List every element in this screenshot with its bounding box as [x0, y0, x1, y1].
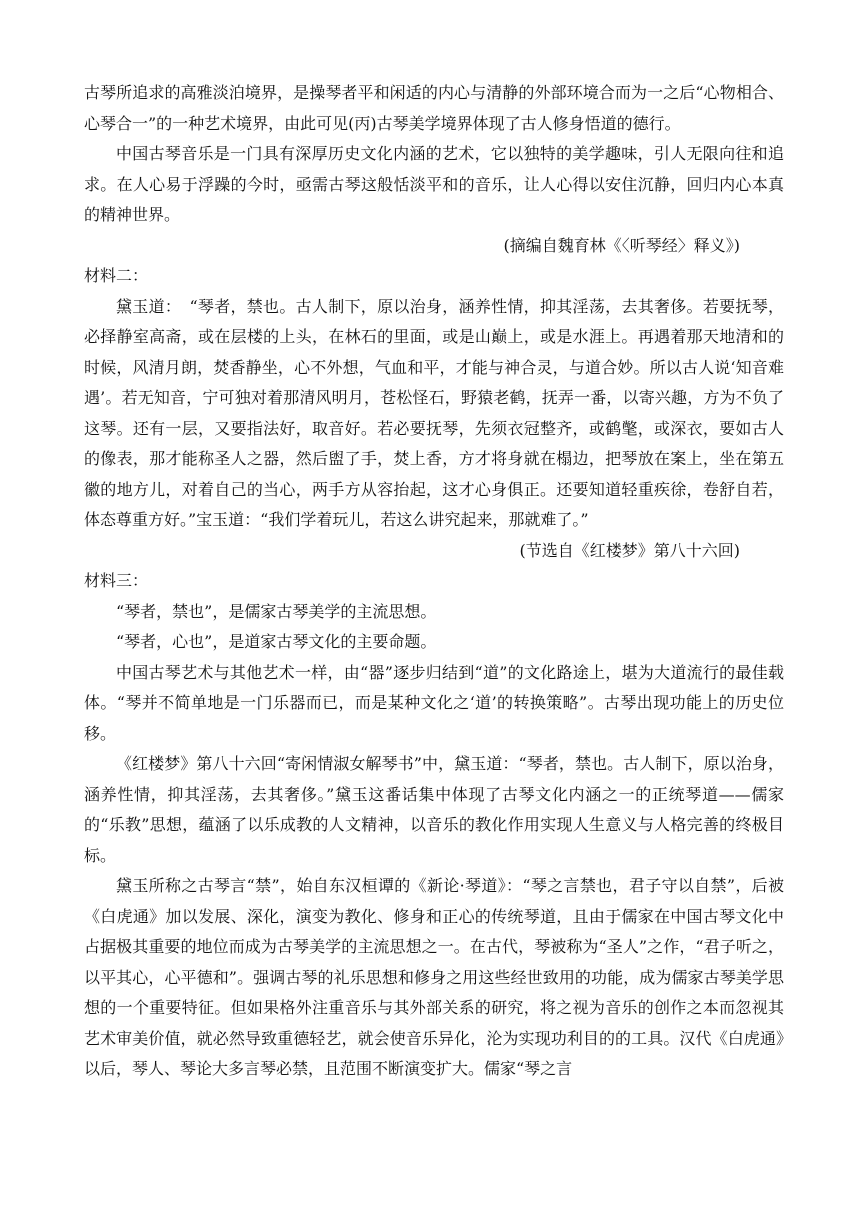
- paragraph-4: “琴者，禁也”，是儒家古琴美学的主流思想。: [116, 601, 437, 621]
- paragraph-2: 中国古琴音乐是一门具有深厚历史文化内涵的艺术，它以独特的美学趣味，引人无限向往和追求。在人心易于浮躁的今时，亟需古琴这般恬淡平和的音乐，让人心得以安住沉静，回归内心本真的精神世界。: [84, 144, 784, 224]
- section-heading-material-2: 材料二：: [84, 266, 149, 285]
- paragraph-7: 《红楼梦》第八十六回“寄闲情淑女解琴书”中，黛玉道：“琴者，禁也。古人制下，原以治身，涵养性情，抑其淫荡，去其奢侈。”黛玉这番话集中体现了古琴文化内涵之一的正统琴道——儒家的“乐教”思想，蕴涵了以乐成教的人文精神，以音乐的教化作用实现人生意义与人格完善的终极目标。: [84, 754, 784, 865]
- paragraph-1: 古琴所追求的高雅淡泊境界，是操琴者平和闲适的内心与清静的外部环境合而为一之后“心物相合、心琴合一”的一种艺术境界，由此可见(丙)古琴美学境界体现了古人修身悟道的德行。: [84, 83, 784, 133]
- section-heading-material-3: 材料三：: [84, 571, 149, 590]
- paragraph-3: 黛玉道： “琴者，禁也。古人制下，原以治身，涵养性情，抑其淫荡，去其奢侈。若要抚琴，必择静室高斋，或在层楼的上头，在林石的里面，或是山巅上，或是水涯上。再遇着那天地清和的时候，风清月朗，焚香静坐，心不外想，气血和平，才能与神合灵，与道合妙。所以古人说‘知音难遇’。若无知音，宁可独对着那清风明月，苍松怪石，野猿老鹤，抚弄一番，以寄兴趣，方为不负了这琴。还有一层，又要指法好，取音好。若必要抚琴，先须衣冠整齐，或鹤氅，或深衣，要如古人的像表，那才能称圣人之器，然后盥了手，焚上香，方才将身就在榻边，把琴放在案上，坐在第五徽的地方儿，对着自己的当心，两手方从容抬起，这才心身俱正。还要知道轻重疾徐，卷舒自若，体态尊重方好。”宝玉道：“我们学着玩儿，若这么讲究起来，那就难了。”: [84, 296, 784, 529]
- paragraph-5: “琴者，心也”，是道家古琴文化的主要命题。: [116, 632, 437, 651]
- document-page: [84, 78, 784, 1085]
- source-citation-1: (摘编自魏育林《〈听琴经〉释义》): [503, 235, 740, 255]
- source-citation-2: (节选自《红楼梦》第八十六回): [519, 540, 740, 560]
- paragraph-6: 中国古琴艺术与其他艺术一样，由“器”逐步归结到“道”的文化路途上，堪为大道流行的最佳载体。“琴并不简单地是一门乐器而已，而是某种文化之‘道’的转换策略”。古琴出现功能上的历史位移。: [84, 662, 784, 743]
- paragraph-8: 黛玉所称之古琴言“禁”，始自东汉桓谭的《新论·琴道》：“琴之言禁也，君子守以自禁”，后被《白虎通》加以发展、深化，演变为教化、修身和正心的传统琴道，且由于儒家在中国古琴文化中占据极其重要的地位而成为古琴美学的主流思想之一。在古代，琴被称为“圣人”之作，“君子听之，以平其心，心平德和”。强调古琴的礼乐思想和修身之用这些经世致用的功能，成为儒家古琴美学思想的一个重要特征。但如果格外注重音乐与其外部关系的研究，将之视为音乐的创作之本而忽视其艺术审美价值，就必然导致重德轻艺，就会使音乐异化，沦为实现功利目的的工具。汉代《白虎通》以后，琴人、琴论大多言琴必禁，且范围不断演变扩大。儒家“琴之言: [84, 876, 784, 1078]
